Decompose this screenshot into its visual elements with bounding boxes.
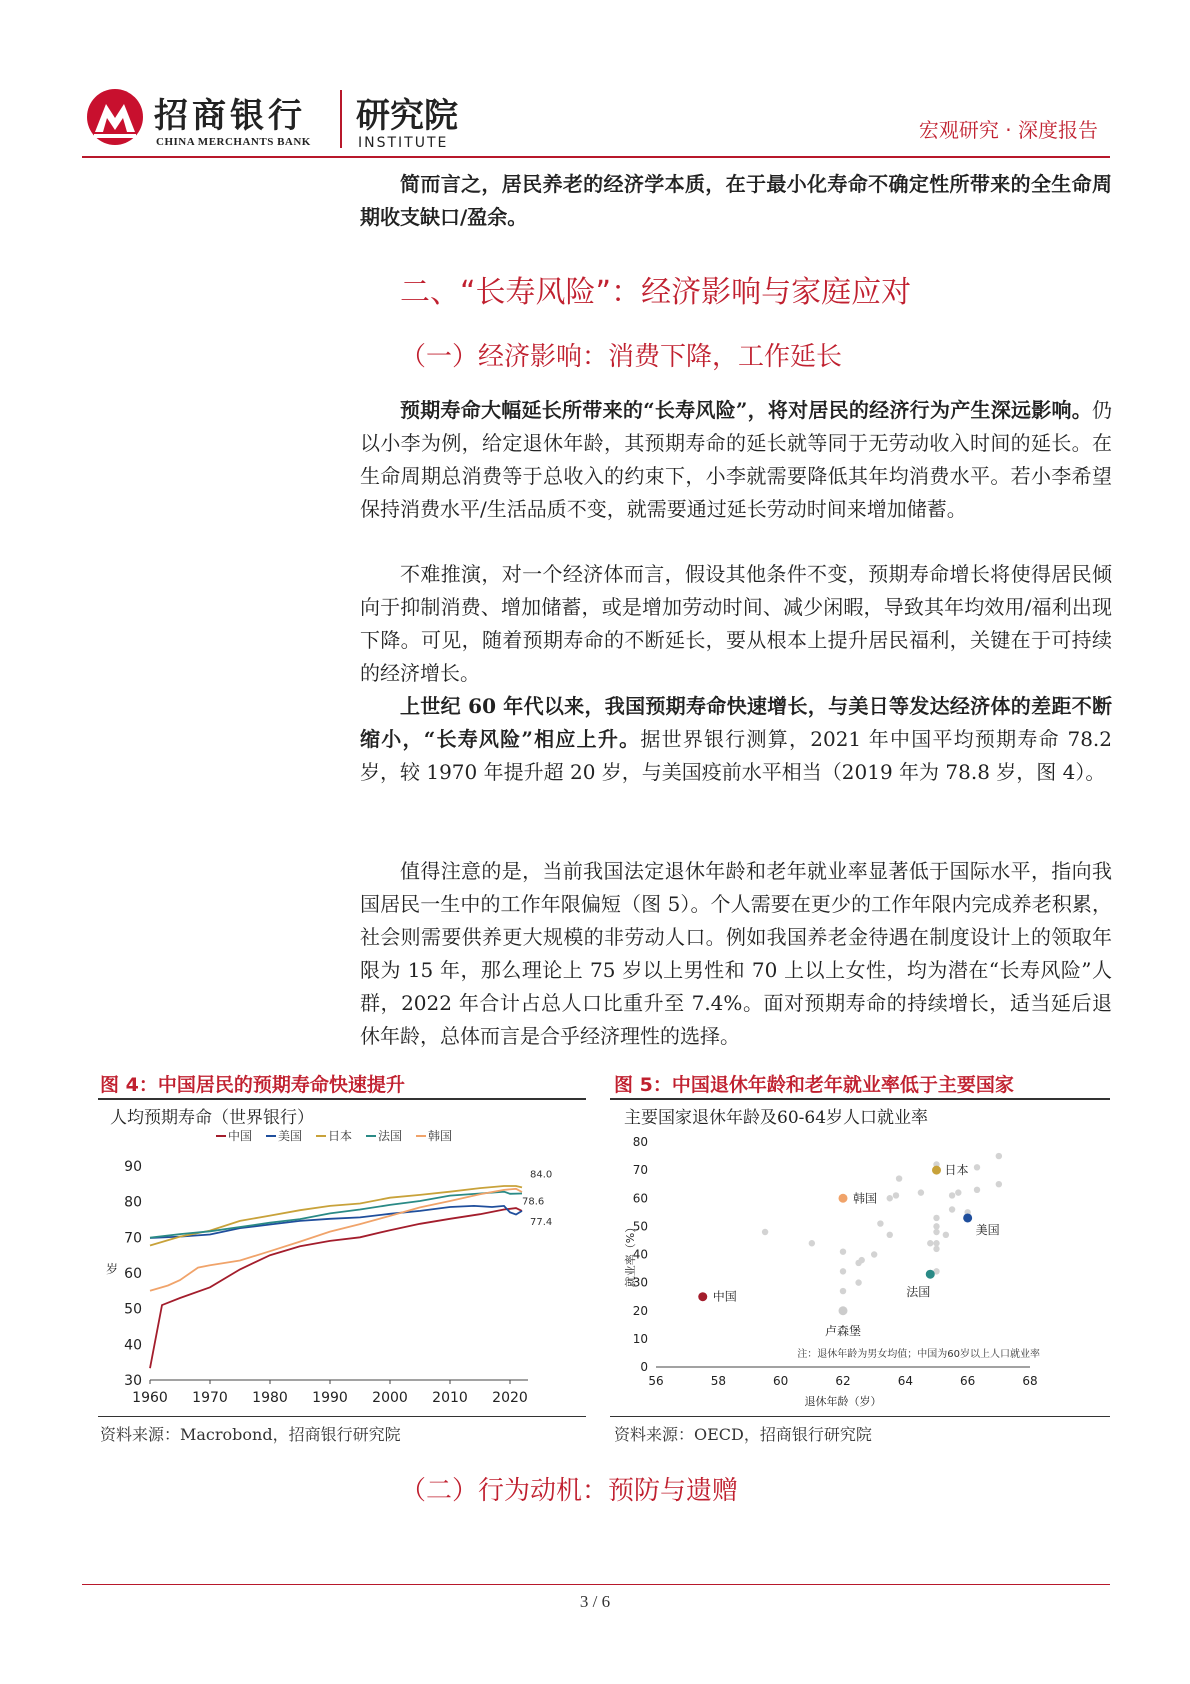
- life-expectancy-chart: [98, 1124, 586, 1414]
- scatter-point-label: 日本: [944, 1163, 969, 1178]
- section-heading: 二、“长寿风险”：经济影响与家庭应对: [400, 275, 912, 310]
- scatter-point-label: 法国: [906, 1285, 931, 1300]
- paragraph-2-text: 不难推演，对一个经济体而言，假设其他条件不变，预期寿命增长将使得居民倾向于抑制消费、增加储蓄，或是增加劳动时间、减少闲暇，导致其年均效用/福利出现下降。可见，随着预期寿命的不断延长，要从根本上提升居民福利，关键在于可持续的经济增长。: [360, 562, 1112, 685]
- end-label-japan: 84.0: [530, 1169, 553, 1181]
- x-tick-label: 60: [773, 1374, 789, 1388]
- paragraph-1: [360, 394, 1112, 526]
- legend-label-3: 法国: [378, 1129, 403, 1143]
- x-tick-label: 66: [960, 1374, 976, 1388]
- scatter-point-label: 卢森堡: [825, 1323, 862, 1338]
- scatter-point: [855, 1279, 861, 1285]
- scatter-point: [933, 1223, 939, 1229]
- scatter-point: [762, 1229, 768, 1235]
- x-tick-label: 2020: [492, 1390, 528, 1406]
- y-tick-label: 40: [124, 1337, 142, 1354]
- x-tick-label: 58: [710, 1374, 726, 1388]
- scatter-point: [871, 1251, 877, 1257]
- x-tick-label: 64: [897, 1374, 913, 1388]
- scatter-point: [974, 1164, 980, 1170]
- scatter-point: [974, 1187, 980, 1193]
- x-tick-label: 62: [835, 1374, 851, 1388]
- y-tick-label: 50: [124, 1301, 142, 1318]
- summary-bold-text: 简而言之，居民养老的经济学本质，在于最小化寿命不确定性所带来的全生命周期收支缺口/盈余。: [360, 172, 1112, 229]
- scatter-point-label: 中国: [712, 1289, 737, 1304]
- x-tick-label: 1980: [252, 1390, 288, 1406]
- scatter-point: [893, 1192, 899, 1198]
- y-tick-label: 20: [632, 1303, 648, 1318]
- figure-5-bottom-rule: [610, 1416, 1110, 1417]
- legend-label-0: 中国: [228, 1129, 253, 1143]
- header-separator: [340, 90, 342, 148]
- cmb-logo-icon: [86, 88, 144, 146]
- y-tick-label: 70: [632, 1163, 648, 1178]
- paragraph-2: [360, 558, 1112, 690]
- paragraph-1-text: 仍以小李为例，给定退休年龄，其预期寿命的延长就等同于无劳动收入时间的延长。在生命周期总消费等于总收入的约束下，小李就需要降低其年均消费水平。若小李希望保持消费水平/生活品质不变，就需要通过延长劳动时间来增加储蓄。: [360, 398, 1112, 521]
- x-tick-label: 2000: [372, 1390, 408, 1406]
- scatter-point: [933, 1240, 939, 1246]
- y-tick-label: 60: [632, 1191, 648, 1206]
- y-tick-label: 30: [124, 1373, 142, 1389]
- figure-5-subtitle: 主要国家退休年龄及60-64岁人口就业率: [624, 1108, 929, 1128]
- scatter-point-highlight: [839, 1194, 848, 1203]
- figure-4-rule: [98, 1098, 586, 1100]
- x-tick-label: 1970: [192, 1390, 228, 1406]
- figure-5-rule: [610, 1098, 1110, 1100]
- scatter-point: [877, 1220, 883, 1226]
- footer-rule: [82, 1584, 1110, 1585]
- y-tick-label: 70: [124, 1230, 142, 1247]
- series-line-1: [150, 1206, 522, 1238]
- scatter-point: [887, 1232, 893, 1238]
- figure-4-subtitle: 人均预期寿命（世界银行）: [110, 1108, 314, 1128]
- scatter-point: [887, 1195, 893, 1201]
- scatter-point: [896, 1175, 902, 1181]
- scatter-point: [840, 1288, 846, 1294]
- x-tick-label: 1990: [312, 1390, 348, 1406]
- figure-5-title: 图 5：中国退休年龄和老年就业率低于主要国家: [614, 1074, 1014, 1096]
- scatter-point: [809, 1240, 815, 1246]
- legend-label-4: 韩国: [428, 1129, 453, 1143]
- y-axis-label: 就业率（%）: [624, 1221, 637, 1288]
- x-tick-label: 56: [648, 1374, 664, 1388]
- scatter-point-highlight: [698, 1292, 707, 1301]
- scatter-point: [859, 1257, 865, 1263]
- figure-4-bottom-rule: [98, 1416, 586, 1417]
- x-tick-label: 2010: [432, 1390, 468, 1406]
- scatter-point: [933, 1215, 939, 1221]
- y-tick-label: 90: [124, 1159, 142, 1175]
- scatter-point: [840, 1248, 846, 1254]
- legend-label-2: 日本: [328, 1129, 353, 1143]
- scatter-point-label: 美国: [975, 1222, 1000, 1237]
- scatter-point: [949, 1192, 955, 1198]
- paragraph-3: [360, 690, 1112, 789]
- subsection-heading-2: （二）行为动机：预防与遗赠: [400, 1476, 739, 1506]
- y-tick-label: 80: [632, 1135, 648, 1149]
- scatter-point: [933, 1229, 939, 1235]
- subsection-heading-1: （一）经济影响：消费下降，工作延长: [400, 342, 843, 372]
- y-tick-label: 50: [632, 1219, 648, 1234]
- institute-name-en: INSTITUTE: [358, 135, 449, 151]
- y-tick-label: 10: [632, 1331, 648, 1346]
- scatter-point-highlight: [839, 1306, 848, 1315]
- y-tick-label: 80: [124, 1194, 142, 1211]
- scatter-point: [996, 1153, 1002, 1159]
- scatter-point-highlight: [932, 1166, 941, 1175]
- paragraph-3-bold: 上世纪 60 年代以来，我国预期寿命快速增长，与美日等发达经济体的差距不断缩小，“长寿风险”相应上升。: [360, 694, 1112, 751]
- scatter-point: [996, 1181, 1002, 1187]
- figure-4-source: 资料来源：Macrobond，招商银行研究院: [100, 1425, 401, 1444]
- scatter-point: [943, 1232, 949, 1238]
- scatter-point: [955, 1189, 961, 1195]
- paragraph-1-bold: 预期寿命大幅延长所带来的“长寿风险”，将对居民的经济行为产生深远影响。: [400, 398, 1092, 422]
- figure-4-title: 图 4：中国居民的预期寿命快速提升: [100, 1074, 405, 1096]
- x-tick-label: 1960: [132, 1390, 168, 1406]
- y-tick-label: 40: [632, 1247, 648, 1262]
- scatter-point: [927, 1240, 933, 1246]
- summary-paragraph: [360, 168, 1112, 234]
- scatter-point: [840, 1268, 846, 1274]
- y-tick-label: 30: [632, 1275, 648, 1290]
- paragraph-3-text: 据世界银行测算，2021 年中国平均预期寿命 78.2 岁，较 1970 年提升超 20 岁，与美国疫前水平相当（2019 年为 78.8 岁，图 4）。: [360, 727, 1112, 784]
- figure-5-source: 资料来源：OECD，招商银行研究院: [614, 1425, 872, 1444]
- header-rule: [82, 156, 1110, 158]
- brand-name-cn: 招商银行: [154, 96, 306, 136]
- end-label-usa: 78.6: [522, 1196, 545, 1208]
- scatter-point-highlight: [926, 1270, 935, 1279]
- scatter-point: [933, 1246, 939, 1252]
- brand-name-en: CHINA MERCHANTS BANK: [156, 136, 311, 148]
- legend-label-1: 美国: [278, 1129, 303, 1143]
- end-label-china: 77.4: [530, 1216, 553, 1228]
- scatter-point-label: 韩国: [853, 1191, 878, 1206]
- paragraph-4: [360, 855, 1112, 1053]
- scatter-point: [918, 1189, 924, 1195]
- scatter-point-highlight: [963, 1213, 972, 1222]
- institute-name-cn: 研究院: [356, 96, 458, 136]
- retirement-employment-scatter: [610, 1124, 1110, 1414]
- page-number: 3 / 6: [579, 1592, 611, 1611]
- y-tick-label: 0: [640, 1360, 648, 1374]
- report-category: 宏观研究 · 深度报告: [918, 118, 1098, 142]
- scatter-point: [949, 1206, 955, 1212]
- x-tick-label: 68: [1022, 1374, 1038, 1388]
- y-tick-label: 60: [124, 1266, 142, 1282]
- chart-note: 注：退休年龄为男女均值；中国为60岁以上人口就业率: [797, 1349, 1040, 1360]
- y-axis-label: 岁: [105, 1262, 119, 1276]
- x-axis-label: 退休年龄（岁）: [804, 1395, 882, 1408]
- paragraph-4-text: 值得注意的是，当前我国法定退休年龄和老年就业率显著低于国际水平，指向我国居民一生中的工作年限偏短（图 5）。个人需要在更少的工作年限内完成养老积累，社会则需要供养更大规模的非劳动人口。例如我国养老金待遇在制度设计上的领取年限为 15 年，那么理论上 75 岁以上男性和 70 上以上女性，均为潜在“长寿风险”人群，2022 年合计占总人口比重升至 7.4%。面对预期寿命的持续增长，适当延后退休年龄，总体而言是合乎经济理性的选择。: [360, 859, 1112, 1048]
